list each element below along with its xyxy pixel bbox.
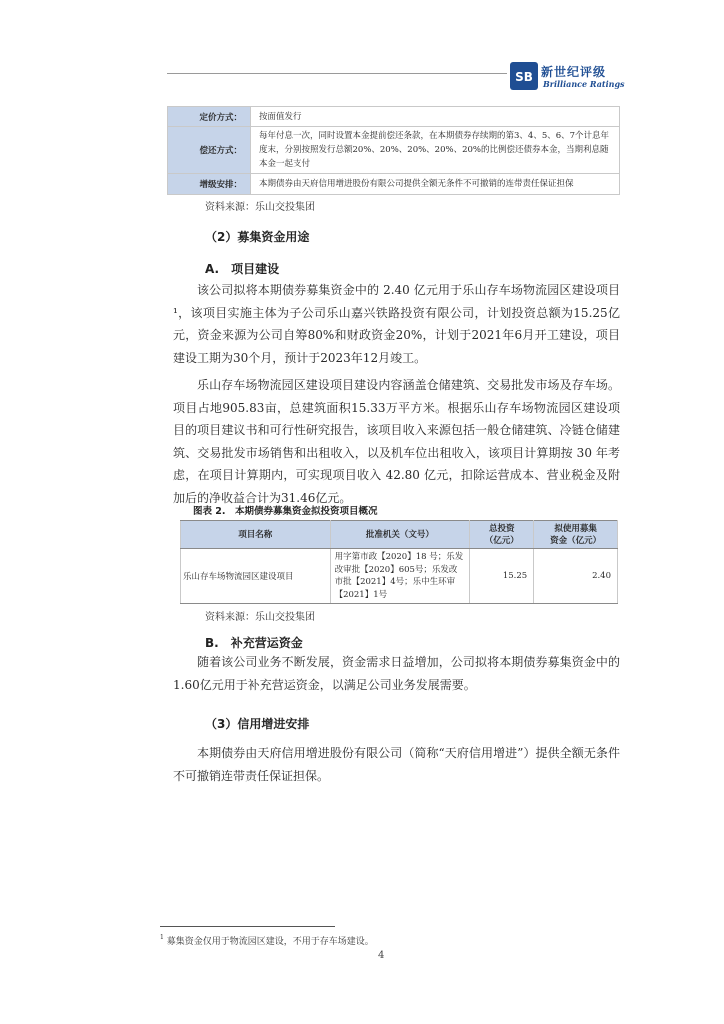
footnote-rule xyxy=(160,926,335,927)
subheading-b: B. 补充营运资金 xyxy=(205,636,303,650)
footnote-text: 募集资金仅用于物流园区建设，不用于存车场建设。 xyxy=(166,937,374,947)
term-label: 增级安排： xyxy=(168,174,251,195)
investment-table xyxy=(180,520,618,604)
source-note: 资料来源：乐山交投集团 xyxy=(205,612,315,623)
footnote-mark: 1 xyxy=(160,934,164,941)
page-number: 4 xyxy=(378,950,385,961)
logo-mark-icon xyxy=(510,62,538,90)
logo-cn-text: 新世纪评级 xyxy=(541,65,607,79)
section-heading-3: （3）信用增进安排 xyxy=(205,717,310,731)
term-value: 每年付息一次，同时设置本金提前偿还条款，在本期债券存续期的第3、4、5、6、7个计息年度末，分别按照发行总额20%、20%、20%、20%、20%的比例偿还债券本金，当期利息随本金一起支付 xyxy=(251,127,620,174)
column-header: 总投资 （亿元） xyxy=(470,521,534,549)
term-value: 本期债券由天府信用增进股份有限公司提供全额无条件不可撤销的连带责任保证担保 xyxy=(251,174,620,195)
paragraph-project-detail: 乐山存车场物流园区建设项目建设内容涵盖仓储建筑、交易批发市场及存车场。项目占地905.83亩，总建筑面积15.33万平方米。根据乐山存车场物流园区建设项目的项目建议书和可行性研究报告，该项目收入来源包括一般仓储建筑、冷链仓储建筑、交易批发市场销售和出租收入，以及机车位出租收入，该项目计算期按 30 年考虑，在项目计算期内，可实现项目收入 42.80 亿元，扣除运营成本、营业税金及附加后的净收益合计为31.46亿元。 xyxy=(173,378,620,505)
section-heading-2: （2）募集资金用途 xyxy=(205,230,310,244)
cell-project-name: 乐山存车场物流园区建设项目 xyxy=(181,549,331,604)
table-header-row xyxy=(181,521,618,549)
cell-approval: 用字第市政【2020】18 号；乐发改审批【2020】605号；乐发改市批【2021】4号；乐中生环审【2021】1号 xyxy=(330,549,470,604)
paragraph-credit-enhancement: 本期债券由天府信用增进股份有限公司（简称“天府信用增进”）提供全额无条件不可撤销连带责任保证担保。 xyxy=(173,746,620,783)
logo-mark-text: SB xyxy=(515,70,533,84)
column-header: 拟使用募集 资金（亿元） xyxy=(534,521,618,549)
column-header: 批准机关（文号） xyxy=(330,521,470,549)
column-header: 项目名称 xyxy=(181,521,331,549)
source-note: 资料来源：乐山交投集团 xyxy=(205,202,315,213)
cell-raised-funds: 2.40 xyxy=(534,549,618,604)
paragraph-project: 该公司拟将本期债券募集资金中的 2.40 亿元用于乐山存车场物流园区建设项目¹，该项目实施主体为子公司乐山嘉兴铁路投资有限公司，计划投资总额为15.25亿元，资金来源为公司自筹80%和财政资金20%，计划于2021年6月开工建设，项目建设工期为30个月，预计于2023年12月竣工。 xyxy=(173,283,620,365)
term-label: 定价方式： xyxy=(168,107,251,127)
table-row xyxy=(181,549,618,604)
term-label: 偿还方式： xyxy=(168,127,251,174)
table-row xyxy=(168,174,620,195)
table-row xyxy=(168,127,620,174)
term-value: 按面值发行 xyxy=(251,107,620,127)
table-row xyxy=(168,107,620,127)
subheading-a: A. 项目建设 xyxy=(205,262,280,276)
cell-total-investment: 15.25 xyxy=(470,549,534,604)
table-caption: 图表 2. 本期债券募集资金拟投资项目概况 xyxy=(193,506,378,517)
footnote xyxy=(160,934,374,947)
paragraph-working-capital: 随着该公司业务不断发展，资金需求日益增加，公司拟将本期债券募集资金中的1.60亿元用于补充营运资金，以满足公司业务发展需要。 xyxy=(173,655,620,692)
brand-logo xyxy=(510,62,625,92)
logo-en-text: Brilliance Ratings xyxy=(543,79,625,89)
header-rule xyxy=(167,73,507,74)
bond-terms-table xyxy=(167,106,620,195)
